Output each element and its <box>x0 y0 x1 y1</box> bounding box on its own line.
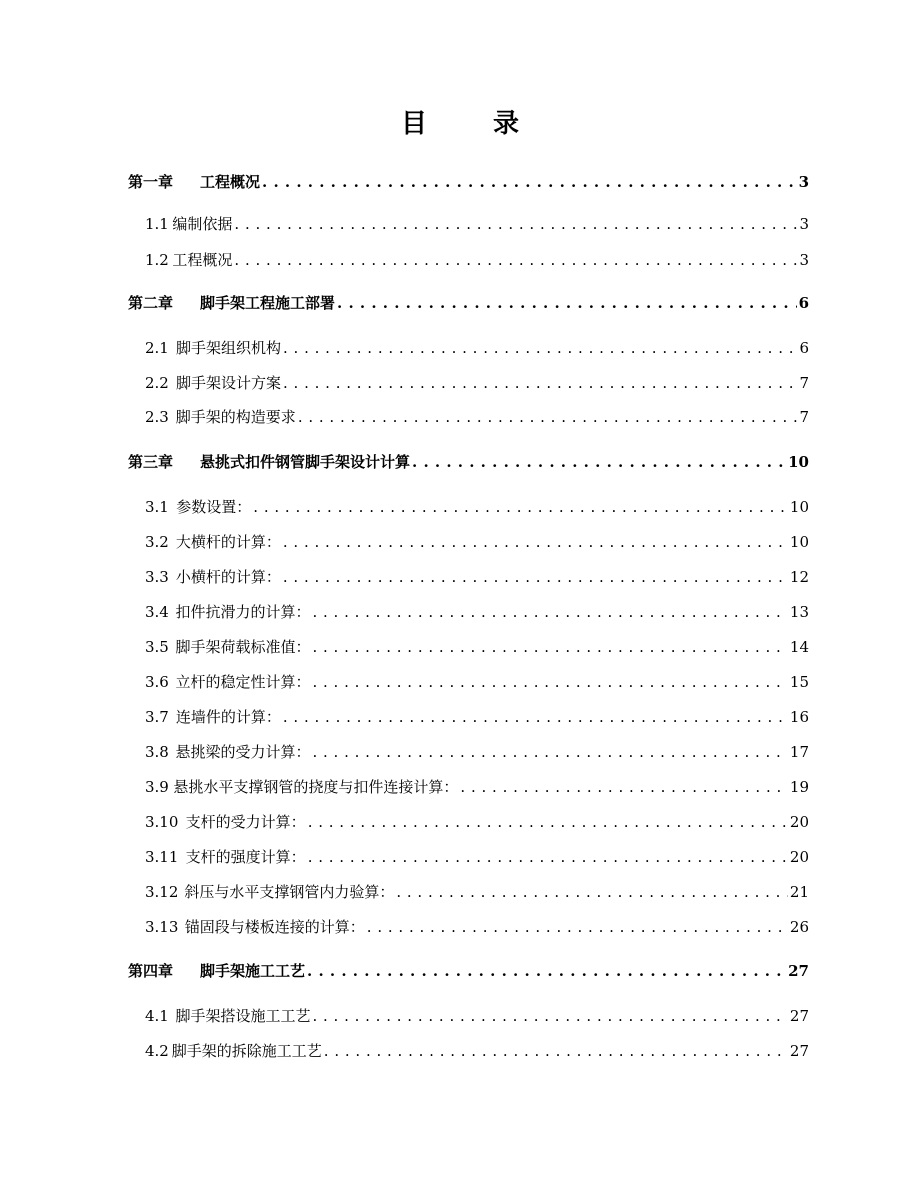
dot-leader <box>367 916 788 938</box>
page-number: 27 <box>789 1042 809 1060</box>
page-number: 14 <box>789 638 809 656</box>
dot-leader <box>262 171 797 193</box>
toc-section-3-12[interactable] <box>145 881 809 903</box>
toc-chapter-1[interactable] <box>128 171 809 193</box>
page-number: 7 <box>799 374 809 392</box>
page-number: 6 <box>798 294 809 312</box>
section-number: 1.1 <box>145 215 169 233</box>
section-label: 脚手架的拆除施工工艺 <box>171 1042 322 1060</box>
page-number: 20 <box>789 848 809 866</box>
chapter-number: 第一章 <box>128 173 174 191</box>
dot-leader <box>312 636 787 658</box>
section-number: 3.11 <box>145 848 179 866</box>
toc-chapter-2[interactable] <box>128 292 809 314</box>
dot-leader <box>298 406 798 428</box>
dot-leader <box>312 601 787 623</box>
page-number: 27 <box>789 1007 809 1025</box>
dot-leader <box>308 811 788 833</box>
page-number: 10 <box>789 533 809 551</box>
toc-section-3-11[interactable] <box>145 846 809 868</box>
dot-leader <box>396 881 788 903</box>
toc-section-3-6[interactable] <box>145 671 809 693</box>
page-number: 3 <box>799 251 809 269</box>
section-label: 脚手架的构造要求 <box>175 408 296 426</box>
section-number: 3.3 <box>145 568 169 586</box>
section-number: 2.2 <box>145 374 169 392</box>
toc-section-3-4[interactable] <box>145 601 809 623</box>
page-number: 12 <box>789 568 809 586</box>
toc-section-3-5[interactable] <box>145 636 809 658</box>
section-label: 小横杆的计算： <box>175 568 281 586</box>
section-number: 4.2 <box>145 1042 169 1060</box>
section-number: 2.3 <box>145 408 169 426</box>
chapter-label: 脚手架施工工艺 <box>200 962 306 980</box>
toc-section-1-1[interactable] <box>145 213 809 235</box>
dot-leader <box>337 292 797 314</box>
section-label: 悬挑梁的受力计算： <box>175 743 311 761</box>
section-label: 脚手架设计方案 <box>176 374 282 392</box>
toc-section-2-2[interactable] <box>145 372 809 394</box>
page-number: 3 <box>799 215 809 233</box>
dot-leader <box>283 531 788 553</box>
section-label: 脚手架荷载标准值： <box>175 638 311 656</box>
page-number: 10 <box>788 453 809 471</box>
section-number: 3.12 <box>145 883 179 901</box>
dot-leader <box>312 671 787 693</box>
dot-leader <box>283 566 788 588</box>
toc-section-3-10[interactable] <box>145 811 809 833</box>
dot-leader <box>324 1040 788 1062</box>
chapter-number: 第四章 <box>128 962 174 980</box>
section-label: 脚手架组织机构 <box>176 339 282 357</box>
section-number: 4.1 <box>145 1007 169 1025</box>
section-label: 参数设置： <box>176 498 252 516</box>
toc-section-3-2[interactable] <box>145 531 809 553</box>
dot-leader <box>312 741 787 763</box>
toc-section-3-7[interactable] <box>145 706 809 728</box>
toc-section-3-1[interactable] <box>145 496 809 518</box>
page-number: 26 <box>789 918 809 936</box>
dot-leader <box>234 213 797 235</box>
dot-leader <box>234 249 797 271</box>
section-number: 3.13 <box>145 918 179 936</box>
chapter-number: 第三章 <box>128 453 174 471</box>
page-number: 3 <box>798 173 809 191</box>
page-number: 17 <box>789 743 809 761</box>
section-label: 脚手架搭设施工工艺 <box>175 1007 311 1025</box>
dot-leader <box>412 451 786 473</box>
page-number: 20 <box>789 813 809 831</box>
toc-section-4-1[interactable] <box>145 1005 809 1027</box>
section-label: 扣件抗滑力的计算： <box>175 603 311 621</box>
section-number: 3.2 <box>145 533 169 551</box>
section-label: 斜压与水平支撑钢管内力验算： <box>184 883 395 901</box>
page-number: 21 <box>789 883 809 901</box>
dot-leader <box>307 960 786 982</box>
section-label: 支杆的强度计算： <box>185 848 306 866</box>
toc-section-2-1[interactable] <box>145 337 809 359</box>
section-label: 支杆的受力计算： <box>185 813 306 831</box>
page-number: 15 <box>789 673 809 691</box>
section-number: 3.9 <box>145 778 169 796</box>
chapter-label: 工程概况 <box>200 173 261 191</box>
section-number: 2.1 <box>145 339 169 357</box>
toc-section-3-9[interactable] <box>145 776 809 798</box>
section-number: 3.7 <box>145 708 169 726</box>
dot-leader <box>283 337 797 359</box>
dot-leader <box>308 846 788 868</box>
toc-section-2-3[interactable] <box>145 406 809 428</box>
toc-chapter-3[interactable] <box>128 451 809 473</box>
section-number: 3.4 <box>145 603 169 621</box>
section-label: 工程概况 <box>172 251 233 269</box>
toc-section-1-2[interactable] <box>145 249 809 271</box>
chapter-number: 第二章 <box>128 294 174 312</box>
toc-section-4-2[interactable] <box>145 1040 809 1062</box>
dot-leader <box>283 706 788 728</box>
dot-leader <box>312 1005 787 1027</box>
page-number: 10 <box>789 498 809 516</box>
chapter-label: 脚手架工程施工部署 <box>200 294 336 312</box>
section-number: 3.5 <box>145 638 169 656</box>
dot-leader <box>283 372 797 394</box>
section-label: 锚固段与楼板连接的计算： <box>184 918 365 936</box>
section-number: 3.10 <box>145 813 179 831</box>
toc-section-3-13[interactable] <box>145 916 809 938</box>
section-number: 3.1 <box>145 498 169 516</box>
section-label: 悬挑水平支撑钢管的挠度与扣件连接计算： <box>173 778 459 796</box>
page-title: 目 录 <box>400 109 539 139</box>
section-number: 3.6 <box>145 673 169 691</box>
page-number: 19 <box>789 778 809 796</box>
page-number: 16 <box>789 708 809 726</box>
toc-section-3-3[interactable] <box>145 566 809 588</box>
page-number: 6 <box>799 339 809 357</box>
page-number: 7 <box>799 408 809 426</box>
section-number: 1.2 <box>145 251 169 269</box>
page-number: 27 <box>788 962 809 980</box>
section-number: 3.8 <box>145 743 169 761</box>
page-number: 13 <box>789 603 809 621</box>
toc-section-3-8[interactable] <box>145 741 809 763</box>
dot-leader <box>460 776 787 798</box>
section-label: 立杆的稳定性计算： <box>175 673 311 691</box>
dot-leader <box>253 496 788 518</box>
section-label: 编制依据 <box>172 215 233 233</box>
chapter-label: 悬挑式扣件钢管脚手架设计计算 <box>200 453 411 471</box>
toc-chapter-4[interactable] <box>128 960 809 982</box>
section-label: 连墙件的计算： <box>175 708 281 726</box>
section-label: 大横杆的计算： <box>175 533 281 551</box>
